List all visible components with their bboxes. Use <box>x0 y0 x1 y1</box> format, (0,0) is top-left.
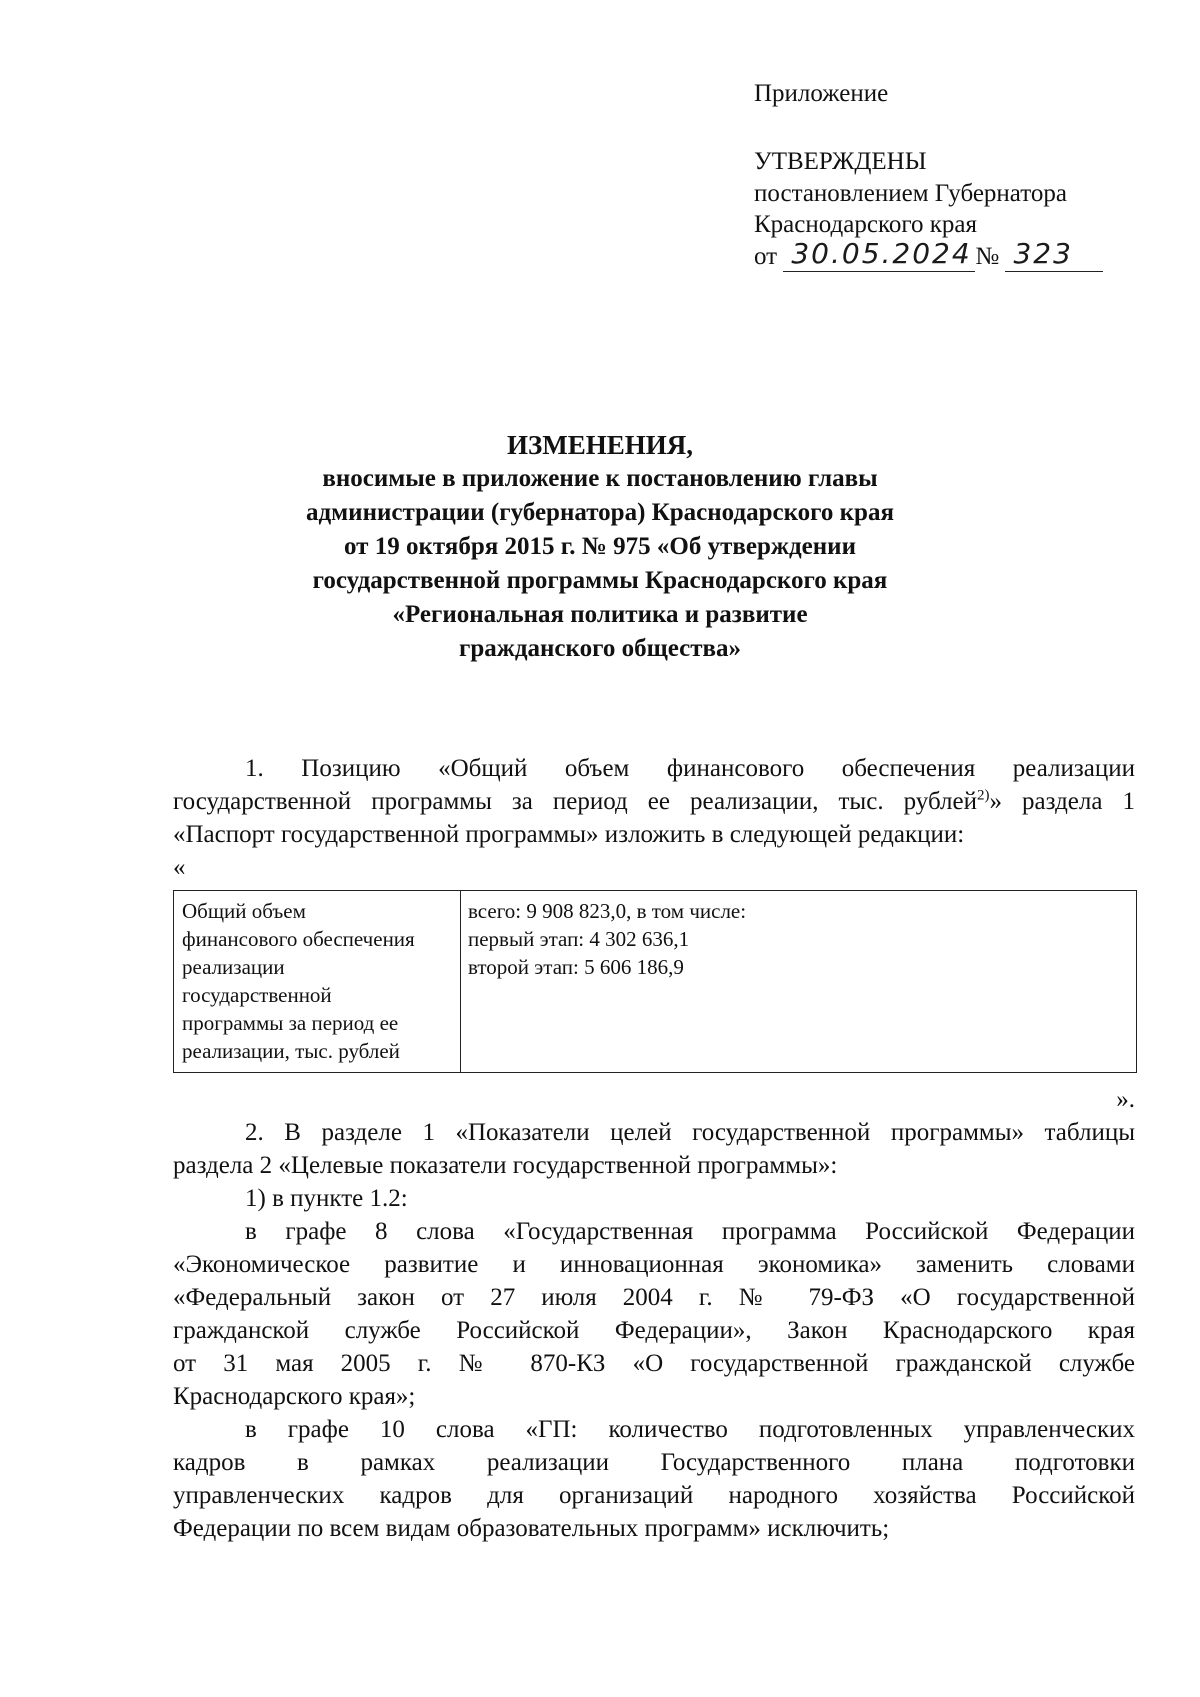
title-line: ИЗМЕНЕНИЯ, <box>506 430 693 460</box>
section-2-line: от 31 мая 2005 г. № 870-КЗ «О государственной гражданской службе <box>173 1350 1135 1377</box>
section-2-line: гражданской службе Российской Федерации», Закон Краснодарского края <box>173 1317 1135 1344</box>
section-2-line: 1) в пункте 1.2: <box>245 1185 408 1212</box>
open-quote: « <box>173 854 186 881</box>
date-field <box>783 237 975 272</box>
financing-table <box>173 890 1137 1073</box>
title-line: от 19 октября 2015 г. № 975 «Об утверждении <box>344 533 856 560</box>
table-cell-line: реализации, тыс. рублей <box>182 1039 400 1063</box>
table-cell-value <box>468 897 1108 981</box>
section-1-line <box>173 785 1135 818</box>
table-cell-label <box>182 897 457 1065</box>
title-line: «Региональная политика и развитие <box>392 601 808 628</box>
number-label: № <box>975 243 1000 270</box>
footnote-ref: 2) <box>977 787 990 804</box>
table-cell-line: государственной <box>182 983 332 1007</box>
title-line: вносимые в приложение к постановлению главы <box>322 465 878 492</box>
number-field <box>1005 237 1103 272</box>
table-cell-line: финансового обеспечения <box>182 927 415 951</box>
section-2-line: в графе 8 слова «Государственная программа Российской Федерации <box>245 1218 1135 1245</box>
table-divider <box>460 891 461 1072</box>
section-2-line: в графе 10 слова «ГП: количество подготовленных управленческих <box>245 1416 1135 1443</box>
section-2-line: «Экономическое развитие и инновационная экономика» заменить словами <box>173 1251 1135 1278</box>
section-2-line: «Федеральный закон от 27 июля 2004 г. № 79-ФЗ «О государственной <box>173 1284 1135 1311</box>
section-1 <box>173 752 1135 884</box>
table-cell-line: первый этап: 4 302 636,1 <box>468 927 690 951</box>
section-2-line: управленческих кадров для организаций народного хозяйства Российской <box>173 1482 1135 1509</box>
title-line: гражданского общества» <box>459 635 741 662</box>
section-2-line: 2. В разделе 1 «Показатели целей государственной программы» таблицы <box>245 1119 1135 1146</box>
document-title <box>160 428 1040 666</box>
table-cell-line: Общий объем <box>182 899 306 923</box>
section-1-line: 1. Позицию «Общий объем финансового обеспечения реализации <box>245 755 1135 782</box>
appendix-label: Приложение <box>754 80 889 107</box>
section-1-text: государственной программы за период ее реализации, тыс. рублей <box>173 788 978 815</box>
approved-label: УТВЕРЖДЕНЫ <box>754 148 927 175</box>
section-2-line: Краснодарского края»; <box>173 1383 416 1410</box>
table-cell-line: программы за период ее <box>182 1011 399 1035</box>
close-quote: ». <box>1116 1086 1135 1113</box>
from-label: от <box>754 243 778 270</box>
section-2-line: кадров в рамках реализации Государственного плана подготовки <box>173 1449 1135 1476</box>
approved-by-line: постановлением Губернатора <box>754 180 1067 207</box>
region-line: Краснодарского края <box>754 211 977 238</box>
title-line: администрации (губернатора) Краснодарского края <box>306 499 894 526</box>
handwritten-date: 30.05.2024 <box>791 237 972 270</box>
section-2-line: Федерации по всем видам образовательных программ» исключить; <box>173 1515 890 1542</box>
section-2 <box>173 1083 1135 1545</box>
handwritten-number: 323 <box>1013 237 1073 270</box>
title-line: государственной программы Краснодарского края <box>312 567 888 594</box>
section-1-line: «Паспорт государственной программы» изложить в следующей редакции: <box>173 821 965 848</box>
table-cell-line: реализации <box>182 955 285 979</box>
resolution-date-number <box>754 237 1114 277</box>
table-cell-line: второй этап: 5 606 186,9 <box>468 955 684 979</box>
section-1-text: » раздела 1 <box>989 788 1135 815</box>
table-cell-line: всего: 9 908 823,0, в том числе: <box>468 899 747 923</box>
section-2-line: раздела 2 «Целевые показатели государственной программы»: <box>173 1152 838 1179</box>
